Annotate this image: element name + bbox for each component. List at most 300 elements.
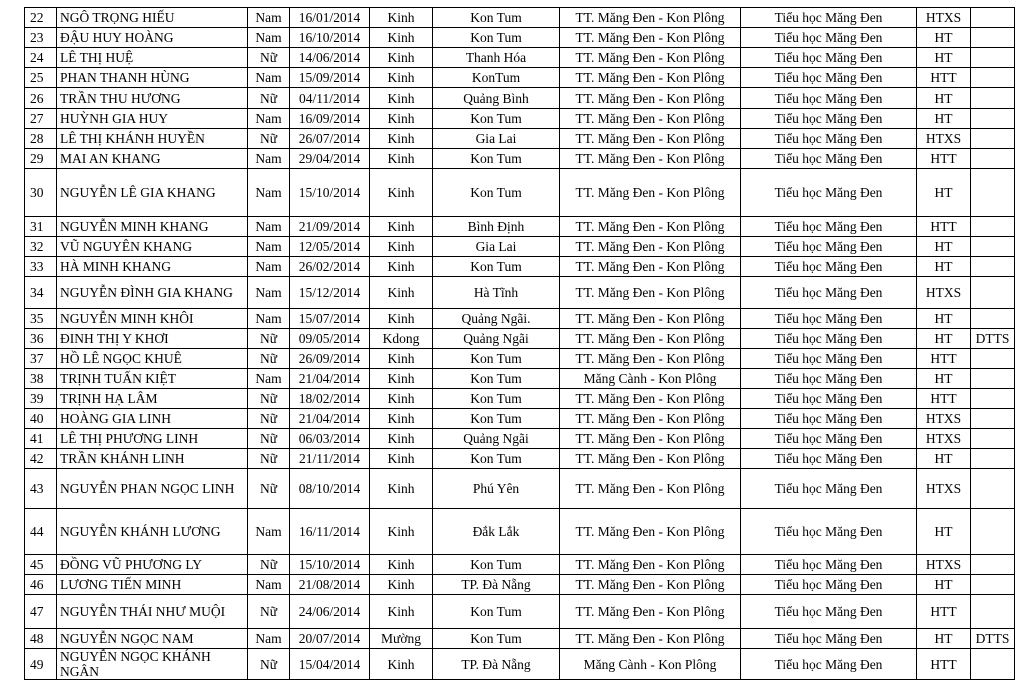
ethnicity-cell: Kinh: [370, 409, 433, 429]
residence-cell: TT. Măng Đen - Kon Plông: [560, 48, 741, 68]
birthplace-cell: Kon Tum: [433, 149, 560, 169]
result-cell: HT: [917, 629, 971, 649]
ethnicity-cell: Kinh: [370, 48, 433, 68]
result-cell: HTXS: [917, 555, 971, 575]
date-of-birth-cell: 24/06/2014: [290, 595, 370, 629]
birthplace-cell: Kon Tum: [433, 169, 560, 217]
gender-cell: Nam: [248, 257, 290, 277]
student-name-cell: HOÀNG GIA LINH: [57, 409, 248, 429]
residence-cell: TT. Măng Đen - Kon Plông: [560, 149, 741, 169]
date-of-birth-cell: 12/05/2014: [290, 237, 370, 257]
result-cell: HT: [917, 109, 971, 129]
note-cell: DTTS: [971, 329, 1015, 349]
date-of-birth-cell: 29/04/2014: [290, 149, 370, 169]
gender-cell: Nam: [248, 149, 290, 169]
residence-cell: TT. Măng Đen - Kon Plông: [560, 8, 741, 28]
table-row: [25, 28, 1015, 48]
table-row: [25, 555, 1015, 575]
student-name-cell: NGUYỄN LÊ GIA KHANG: [57, 169, 248, 217]
gender-cell: Nam: [248, 509, 290, 555]
date-of-birth-cell: 16/09/2014: [290, 109, 370, 129]
date-of-birth-cell: 26/07/2014: [290, 129, 370, 149]
school-cell: Tiểu học Măng Đen: [741, 575, 917, 595]
gender-cell: Nam: [248, 309, 290, 329]
result-cell: HTT: [917, 217, 971, 237]
table-row: [25, 8, 1015, 28]
date-of-birth-cell: 21/11/2014: [290, 449, 370, 469]
result-cell: HT: [917, 48, 971, 68]
gender-cell: Nữ: [248, 389, 290, 409]
student-name-cell: NGUYỄN MINH KHÔI: [57, 309, 248, 329]
note-cell: [971, 217, 1015, 237]
ethnicity-cell: Kinh: [370, 429, 433, 449]
note-cell: [971, 595, 1015, 629]
school-cell: Tiểu học Măng Đen: [741, 109, 917, 129]
gender-cell: Nữ: [248, 329, 290, 349]
note-cell: DTTS: [971, 629, 1015, 649]
residence-cell: TT. Măng Đen - Kon Plông: [560, 28, 741, 48]
ethnicity-cell: Kinh: [370, 217, 433, 237]
residence-cell: TT. Măng Đen - Kon Plông: [560, 449, 741, 469]
school-cell: Tiểu học Măng Đen: [741, 629, 917, 649]
student-name-cell: VŨ NGUYÊN KHANG: [57, 237, 248, 257]
table-row: [25, 369, 1015, 389]
residence-cell: TT. Măng Đen - Kon Plông: [560, 109, 741, 129]
date-of-birth-cell: 08/10/2014: [290, 469, 370, 509]
student-name-cell: HUỲNH GIA HUY: [57, 109, 248, 129]
residence-cell: TT. Măng Đen - Kon Plông: [560, 575, 741, 595]
row-number-cell: 23: [25, 28, 57, 48]
result-cell: HT: [917, 449, 971, 469]
birthplace-cell: Kon Tum: [433, 629, 560, 649]
row-number-cell: 22: [25, 8, 57, 28]
student-name-cell: NGUYỄN MINH KHANG: [57, 217, 248, 237]
table-row: [25, 575, 1015, 595]
student-name-cell: NGUYỄN NGỌC NAM: [57, 629, 248, 649]
residence-cell: TT. Măng Đen - Kon Plông: [560, 237, 741, 257]
residence-cell: TT. Măng Đen - Kon Plông: [560, 409, 741, 429]
table-row: [25, 257, 1015, 277]
row-number-cell: 46: [25, 575, 57, 595]
residence-cell: TT. Măng Đen - Kon Plông: [560, 509, 741, 555]
date-of-birth-cell: 15/09/2014: [290, 68, 370, 88]
date-of-birth-cell: 15/12/2014: [290, 277, 370, 309]
birthplace-cell: Quảng Ngãi.: [433, 309, 560, 329]
table-row: [25, 277, 1015, 309]
birthplace-cell: Kon Tum: [433, 257, 560, 277]
gender-cell: Nam: [248, 237, 290, 257]
row-number-cell: 32: [25, 237, 57, 257]
student-name-cell: ĐẬU HUY HOÀNG: [57, 28, 248, 48]
birthplace-cell: Thanh Hóa: [433, 48, 560, 68]
row-number-cell: 41: [25, 429, 57, 449]
student-name-cell: LÊ THỊ KHÁNH HUYỀN: [57, 129, 248, 149]
school-cell: Tiểu học Măng Đen: [741, 369, 917, 389]
table-row: [25, 329, 1015, 349]
row-number-cell: 26: [25, 88, 57, 109]
row-number-cell: 38: [25, 369, 57, 389]
row-number-cell: 40: [25, 409, 57, 429]
student-name-cell: ĐINH THỊ Y KHƠI: [57, 329, 248, 349]
gender-cell: Nam: [248, 277, 290, 309]
residence-cell: TT. Măng Đen - Kon Plông: [560, 277, 741, 309]
result-cell: HTXS: [917, 429, 971, 449]
birthplace-cell: Kon Tum: [433, 349, 560, 369]
school-cell: Tiểu học Măng Đen: [741, 429, 917, 449]
row-number-cell: 33: [25, 257, 57, 277]
school-cell: Tiểu học Măng Đen: [741, 217, 917, 237]
student-name-cell: NGUYỄN ĐÌNH GIA KHANG: [57, 277, 248, 309]
note-cell: [971, 309, 1015, 329]
student-name-cell: TRẦN THU HƯƠNG: [57, 88, 248, 109]
result-cell: HT: [917, 329, 971, 349]
gender-cell: Nam: [248, 169, 290, 217]
ethnicity-cell: Kinh: [370, 449, 433, 469]
date-of-birth-cell: 21/08/2014: [290, 575, 370, 595]
student-list-table: [24, 7, 1015, 680]
residence-cell: TT. Măng Đen - Kon Plông: [560, 329, 741, 349]
table-body: [25, 8, 1015, 680]
birthplace-cell: Đắk Lắk: [433, 509, 560, 555]
ethnicity-cell: Kinh: [370, 169, 433, 217]
table-row: [25, 629, 1015, 649]
note-cell: [971, 8, 1015, 28]
student-name-cell: NGUYỄN KHÁNH LƯƠNG: [57, 509, 248, 555]
result-cell: HTT: [917, 349, 971, 369]
row-number-cell: 44: [25, 509, 57, 555]
row-number-cell: 24: [25, 48, 57, 68]
result-cell: HT: [917, 88, 971, 109]
table-row: [25, 649, 1015, 680]
student-name-cell: LƯƠNG TIẾN MINH: [57, 575, 248, 595]
student-name-cell: NGUYỄN PHAN NGỌC LINH: [57, 469, 248, 509]
residence-cell: TT. Măng Đen - Kon Plông: [560, 595, 741, 629]
date-of-birth-cell: 18/02/2014: [290, 389, 370, 409]
date-of-birth-cell: 16/11/2014: [290, 509, 370, 555]
ethnicity-cell: Kinh: [370, 595, 433, 629]
residence-cell: TT. Măng Đen - Kon Plông: [560, 257, 741, 277]
residence-cell: TT. Măng Đen - Kon Plông: [560, 309, 741, 329]
school-cell: Tiểu học Măng Đen: [741, 149, 917, 169]
note-cell: [971, 28, 1015, 48]
school-cell: Tiểu học Măng Đen: [741, 129, 917, 149]
note-cell: [971, 469, 1015, 509]
birthplace-cell: Gia Lai: [433, 237, 560, 257]
residence-cell: TT. Măng Đen - Kon Plông: [560, 68, 741, 88]
gender-cell: Nữ: [248, 409, 290, 429]
row-number-cell: 43: [25, 469, 57, 509]
table-row: [25, 109, 1015, 129]
row-number-cell: 45: [25, 555, 57, 575]
note-cell: [971, 369, 1015, 389]
table-row: [25, 409, 1015, 429]
school-cell: Tiểu học Măng Đen: [741, 449, 917, 469]
note-cell: [971, 257, 1015, 277]
result-cell: HTT: [917, 149, 971, 169]
ethnicity-cell: Kinh: [370, 309, 433, 329]
note-cell: [971, 509, 1015, 555]
date-of-birth-cell: 15/07/2014: [290, 309, 370, 329]
note-cell: [971, 48, 1015, 68]
gender-cell: Nam: [248, 28, 290, 48]
table-row: [25, 48, 1015, 68]
result-cell: HTT: [917, 595, 971, 629]
ethnicity-cell: Kinh: [370, 109, 433, 129]
row-number-cell: 35: [25, 309, 57, 329]
student-name-cell: TRẦN KHÁNH LINH: [57, 449, 248, 469]
gender-cell: Nữ: [248, 88, 290, 109]
student-name-cell: TRỊNH HẠ LÂM: [57, 389, 248, 409]
student-name-cell: ĐỒNG VŨ PHƯƠNG LY: [57, 555, 248, 575]
row-number-cell: 31: [25, 217, 57, 237]
row-number-cell: 49: [25, 649, 57, 680]
note-cell: [971, 88, 1015, 109]
birthplace-cell: TP. Đà Nẵng: [433, 649, 560, 680]
ethnicity-cell: Mường: [370, 629, 433, 649]
residence-cell: TT. Măng Đen - Kon Plông: [560, 555, 741, 575]
ethnicity-cell: Kinh: [370, 8, 433, 28]
gender-cell: Nữ: [248, 595, 290, 629]
student-name-cell: HÀ MINH KHANG: [57, 257, 248, 277]
row-number-cell: 42: [25, 449, 57, 469]
gender-cell: Nam: [248, 109, 290, 129]
row-number-cell: 28: [25, 129, 57, 149]
birthplace-cell: Quảng Bình: [433, 88, 560, 109]
date-of-birth-cell: 09/05/2014: [290, 329, 370, 349]
date-of-birth-cell: 21/04/2014: [290, 369, 370, 389]
student-name-cell: NGUYỄN NGỌC KHÁNH NGÂN: [57, 649, 248, 680]
table-row: [25, 469, 1015, 509]
date-of-birth-cell: 21/04/2014: [290, 409, 370, 429]
note-cell: [971, 649, 1015, 680]
table-row: [25, 149, 1015, 169]
date-of-birth-cell: 26/09/2014: [290, 349, 370, 369]
result-cell: HT: [917, 257, 971, 277]
school-cell: Tiểu học Măng Đen: [741, 389, 917, 409]
residence-cell: TT. Măng Đen - Kon Plông: [560, 389, 741, 409]
row-number-cell: 48: [25, 629, 57, 649]
table-row: [25, 509, 1015, 555]
date-of-birth-cell: 20/07/2014: [290, 629, 370, 649]
table-row: [25, 449, 1015, 469]
student-name-cell: NGÔ TRỌNG HIẾU: [57, 8, 248, 28]
birthplace-cell: Kon Tum: [433, 555, 560, 575]
table-row: [25, 389, 1015, 409]
ethnicity-cell: Kinh: [370, 469, 433, 509]
gender-cell: Nữ: [248, 469, 290, 509]
ethnicity-cell: Kinh: [370, 555, 433, 575]
residence-cell: TT. Măng Đen - Kon Plông: [560, 217, 741, 237]
note-cell: [971, 349, 1015, 369]
ethnicity-cell: Kinh: [370, 649, 433, 680]
date-of-birth-cell: 16/10/2014: [290, 28, 370, 48]
school-cell: Tiểu học Măng Đen: [741, 88, 917, 109]
ethnicity-cell: Kinh: [370, 369, 433, 389]
note-cell: [971, 149, 1015, 169]
result-cell: HT: [917, 237, 971, 257]
school-cell: Tiểu học Măng Đen: [741, 68, 917, 88]
note-cell: [971, 429, 1015, 449]
row-number-cell: 25: [25, 68, 57, 88]
ethnicity-cell: Kinh: [370, 149, 433, 169]
result-cell: HT: [917, 28, 971, 48]
school-cell: Tiểu học Măng Đen: [741, 28, 917, 48]
ethnicity-cell: Kinh: [370, 575, 433, 595]
gender-cell: Nữ: [248, 449, 290, 469]
note-cell: [971, 129, 1015, 149]
note-cell: [971, 575, 1015, 595]
birthplace-cell: Hà Tĩnh: [433, 277, 560, 309]
residence-cell: TT. Măng Đen - Kon Plông: [560, 349, 741, 369]
ethnicity-cell: Kinh: [370, 257, 433, 277]
school-cell: Tiểu học Măng Đen: [741, 329, 917, 349]
residence-cell: TT. Măng Đen - Kon Plông: [560, 629, 741, 649]
school-cell: Tiểu học Măng Đen: [741, 349, 917, 369]
school-cell: Tiểu học Măng Đen: [741, 48, 917, 68]
row-number-cell: 30: [25, 169, 57, 217]
birthplace-cell: Phú Yên: [433, 469, 560, 509]
table-row: [25, 309, 1015, 329]
student-name-cell: LÊ THỊ HUỆ: [57, 48, 248, 68]
date-of-birth-cell: 21/09/2014: [290, 217, 370, 237]
birthplace-cell: Kon Tum: [433, 369, 560, 389]
gender-cell: Nam: [248, 68, 290, 88]
result-cell: HTT: [917, 649, 971, 680]
note-cell: [971, 109, 1015, 129]
gender-cell: Nữ: [248, 429, 290, 449]
residence-cell: TT. Măng Đen - Kon Plông: [560, 429, 741, 449]
date-of-birth-cell: 15/10/2014: [290, 169, 370, 217]
note-cell: [971, 389, 1015, 409]
note-cell: [971, 449, 1015, 469]
table-row: [25, 595, 1015, 629]
student-name-cell: LÊ THỊ PHƯƠNG LINH: [57, 429, 248, 449]
table-row: [25, 169, 1015, 217]
result-cell: HT: [917, 309, 971, 329]
gender-cell: Nam: [248, 629, 290, 649]
gender-cell: Nữ: [248, 649, 290, 680]
birthplace-cell: Quảng Ngãi: [433, 429, 560, 449]
result-cell: HTXS: [917, 129, 971, 149]
birthplace-cell: Quảng Ngãi: [433, 329, 560, 349]
residence-cell: TT. Măng Đen - Kon Plông: [560, 88, 741, 109]
school-cell: Tiểu học Măng Đen: [741, 649, 917, 680]
row-number-cell: 27: [25, 109, 57, 129]
note-cell: [971, 169, 1015, 217]
birthplace-cell: Kon Tum: [433, 409, 560, 429]
school-cell: Tiểu học Măng Đen: [741, 469, 917, 509]
school-cell: Tiểu học Măng Đen: [741, 309, 917, 329]
school-cell: Tiểu học Măng Đen: [741, 555, 917, 575]
school-cell: Tiểu học Măng Đen: [741, 169, 917, 217]
table-row: [25, 129, 1015, 149]
result-cell: HTXS: [917, 8, 971, 28]
result-cell: HT: [917, 169, 971, 217]
row-number-cell: 37: [25, 349, 57, 369]
ethnicity-cell: Kdong: [370, 329, 433, 349]
student-name-cell: PHAN THANH HÙNG: [57, 68, 248, 88]
birthplace-cell: Kon Tum: [433, 8, 560, 28]
gender-cell: Nam: [248, 217, 290, 237]
result-cell: HTT: [917, 68, 971, 88]
birthplace-cell: Kon Tum: [433, 595, 560, 629]
gender-cell: Nữ: [248, 129, 290, 149]
table-row: [25, 349, 1015, 369]
residence-cell: TT. Măng Đen - Kon Plông: [560, 169, 741, 217]
birthplace-cell: Kon Tum: [433, 109, 560, 129]
student-name-cell: MAI AN KHANG: [57, 149, 248, 169]
ethnicity-cell: Kinh: [370, 349, 433, 369]
date-of-birth-cell: 14/06/2014: [290, 48, 370, 68]
school-cell: Tiểu học Măng Đen: [741, 595, 917, 629]
birthplace-cell: Kon Tum: [433, 389, 560, 409]
birthplace-cell: Kon Tum: [433, 449, 560, 469]
ethnicity-cell: Kinh: [370, 129, 433, 149]
ethnicity-cell: Kinh: [370, 68, 433, 88]
ethnicity-cell: Kinh: [370, 389, 433, 409]
birthplace-cell: Gia Lai: [433, 129, 560, 149]
student-name-cell: TRỊNH TUẤN KIỆT: [57, 369, 248, 389]
row-number-cell: 34: [25, 277, 57, 309]
ethnicity-cell: Kinh: [370, 237, 433, 257]
note-cell: [971, 237, 1015, 257]
result-cell: HTT: [917, 389, 971, 409]
date-of-birth-cell: 15/04/2014: [290, 649, 370, 680]
gender-cell: Nam: [248, 369, 290, 389]
note-cell: [971, 68, 1015, 88]
note-cell: [971, 409, 1015, 429]
gender-cell: Nữ: [248, 349, 290, 369]
note-cell: [971, 277, 1015, 309]
table-row: [25, 237, 1015, 257]
result-cell: HTXS: [917, 469, 971, 509]
table-row: [25, 68, 1015, 88]
school-cell: Tiểu học Măng Đen: [741, 509, 917, 555]
ethnicity-cell: Kinh: [370, 28, 433, 48]
school-cell: Tiểu học Măng Đen: [741, 409, 917, 429]
date-of-birth-cell: 04/11/2014: [290, 88, 370, 109]
gender-cell: Nam: [248, 8, 290, 28]
table-row: [25, 88, 1015, 109]
date-of-birth-cell: 06/03/2014: [290, 429, 370, 449]
residence-cell: TT. Măng Đen - Kon Plông: [560, 469, 741, 509]
ethnicity-cell: Kinh: [370, 509, 433, 555]
residence-cell: TT. Măng Đen - Kon Plông: [560, 129, 741, 149]
date-of-birth-cell: 26/02/2014: [290, 257, 370, 277]
gender-cell: Nam: [248, 575, 290, 595]
gender-cell: Nữ: [248, 48, 290, 68]
ethnicity-cell: Kinh: [370, 88, 433, 109]
result-cell: HTXS: [917, 277, 971, 309]
table-row: [25, 217, 1015, 237]
date-of-birth-cell: 16/01/2014: [290, 8, 370, 28]
result-cell: HT: [917, 575, 971, 595]
school-cell: Tiểu học Măng Đen: [741, 277, 917, 309]
note-cell: [971, 555, 1015, 575]
gender-cell: Nữ: [248, 555, 290, 575]
student-name-cell: NGUYỄN THÁI NHƯ MUỘI: [57, 595, 248, 629]
table-row: [25, 429, 1015, 449]
school-cell: Tiểu học Măng Đen: [741, 237, 917, 257]
school-cell: Tiểu học Măng Đen: [741, 8, 917, 28]
birthplace-cell: TP. Đà Nẵng: [433, 575, 560, 595]
birthplace-cell: KonTum: [433, 68, 560, 88]
result-cell: HT: [917, 369, 971, 389]
result-cell: HT: [917, 509, 971, 555]
row-number-cell: 39: [25, 389, 57, 409]
row-number-cell: 29: [25, 149, 57, 169]
residence-cell: Măng Cành - Kon Plông: [560, 649, 741, 680]
